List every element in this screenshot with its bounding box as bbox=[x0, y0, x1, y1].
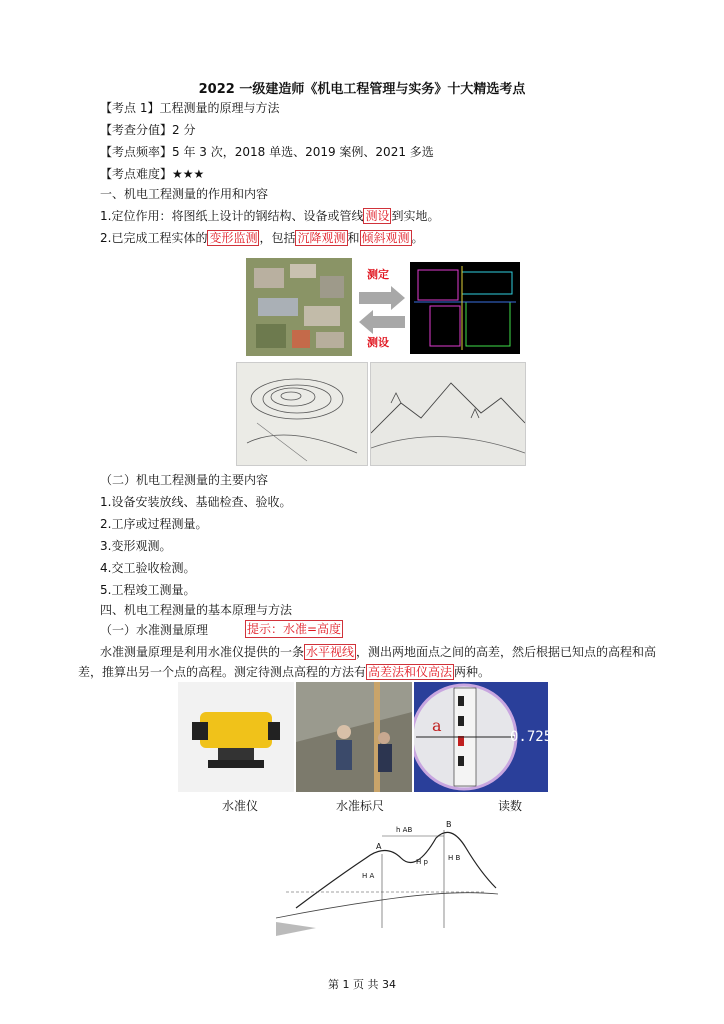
section2-item-1: 1.设备安装放线、基础检查、验收。 bbox=[100, 495, 292, 509]
arrow-group bbox=[357, 266, 407, 349]
label-point-a: A bbox=[376, 842, 382, 851]
section2-item-4: 4.交工验收检测。 bbox=[100, 561, 196, 575]
section1-para1 bbox=[100, 208, 439, 224]
para2-pre: 2.已完成工程实体的 bbox=[100, 231, 208, 245]
para-line2-post: 两种。 bbox=[454, 665, 491, 679]
tip-box: 提示：水准=高度 bbox=[247, 622, 342, 636]
section2-item-5: 5.工程竣工测量。 bbox=[100, 583, 196, 597]
caption-staff: 水准标尺 bbox=[335, 799, 384, 813]
meta-point: 【考点 1】工程测量的原理与方法 bbox=[100, 101, 280, 115]
staff-reading-view bbox=[414, 682, 553, 792]
leveling-principle-diagram bbox=[276, 818, 498, 938]
section1-para2 bbox=[100, 230, 424, 246]
highlight-settlement: 沉降观测 bbox=[297, 231, 346, 245]
landscape-sketch-lines bbox=[371, 363, 525, 465]
section4-para-line1 bbox=[100, 644, 656, 660]
highlight-cesheshe: 测设 bbox=[365, 209, 390, 223]
meta-frequency: 【考点频率】5 年 3 次，2018 单选、2019 案例、2021 多选 bbox=[100, 145, 434, 159]
para-line2-pre: 差，推算出另一个点的高程。测定待测点高程的方法有 bbox=[78, 665, 367, 679]
reading-value: 0.725 bbox=[510, 729, 553, 745]
para2-mid1: ，包括 bbox=[259, 231, 296, 245]
para2-post: 。 bbox=[411, 231, 424, 245]
meta-score: 【考查分值】2 分 bbox=[100, 123, 196, 137]
level-instrument-drawing bbox=[178, 682, 294, 792]
section2-item-3: 3.变形观测。 bbox=[100, 539, 172, 553]
label-h-p: H p bbox=[416, 858, 428, 866]
cad-drawing bbox=[410, 262, 520, 354]
contour-map-lines bbox=[237, 363, 367, 465]
highlight-tilt: 倾斜观测 bbox=[361, 231, 410, 245]
cad-drawing-lines bbox=[410, 262, 520, 354]
landscape-sketch bbox=[370, 362, 526, 466]
highlight-deformation: 变形监测 bbox=[209, 231, 258, 245]
para-line1-pre: 水准测量原理是利用水准仪提供的一条 bbox=[100, 645, 305, 659]
reading-mark-a: a bbox=[432, 716, 442, 735]
caption-reading: 读数 bbox=[497, 799, 522, 813]
leveling-principle-lines bbox=[276, 818, 498, 938]
section4-para-line2 bbox=[78, 664, 490, 680]
para1-pre: 1.定位作用：将图纸上设计的钢结构、设备或管线 bbox=[100, 209, 364, 223]
level-instrument-photo bbox=[178, 682, 294, 792]
arrow-label-setout: 测设 bbox=[367, 336, 389, 349]
label-h-a: H A bbox=[362, 872, 375, 880]
highlight-horizontal-sight: 水平视线 bbox=[306, 645, 355, 659]
label-h-ab: h AB bbox=[396, 826, 413, 834]
highlight-methods: 高差法和仪高法 bbox=[368, 665, 453, 679]
para2-mid2: 和 bbox=[347, 231, 360, 245]
aerial-photo bbox=[246, 258, 352, 356]
meta-difficulty: 【考点难度】★★★ bbox=[100, 167, 205, 181]
section4-heading: 四、机电工程测量的基本原理与方法 bbox=[100, 603, 293, 617]
section4-subheading: （一）水准测量原理 bbox=[100, 623, 209, 637]
label-point-b: B bbox=[446, 820, 452, 829]
leveling-staff-drawing bbox=[296, 682, 412, 792]
label-h-b: H B bbox=[448, 854, 461, 862]
section2-heading: （二）机电工程测量的主要内容 bbox=[100, 473, 269, 487]
section1-heading: 一、机电工程测量的作用和内容 bbox=[100, 187, 269, 201]
section2-item-2: 2.工序或过程测量。 bbox=[100, 517, 208, 531]
arrow-label-measure: 测定 bbox=[367, 268, 389, 281]
contour-map bbox=[236, 362, 368, 466]
leveling-staff-photo bbox=[296, 682, 412, 792]
para1-post: 到实地。 bbox=[391, 209, 440, 223]
aerial-photo-drawing bbox=[246, 258, 352, 356]
para-line1-post: ，测出两地面点之间的高差，然后根据已知点的高程和高 bbox=[356, 645, 657, 659]
page-footer: 第 1 页 共 34 bbox=[328, 978, 396, 991]
document-title: 2022 一级建造师《机电工程管理与实务》十大精选考点 bbox=[198, 82, 526, 97]
caption-level: 水准仪 bbox=[221, 799, 258, 813]
